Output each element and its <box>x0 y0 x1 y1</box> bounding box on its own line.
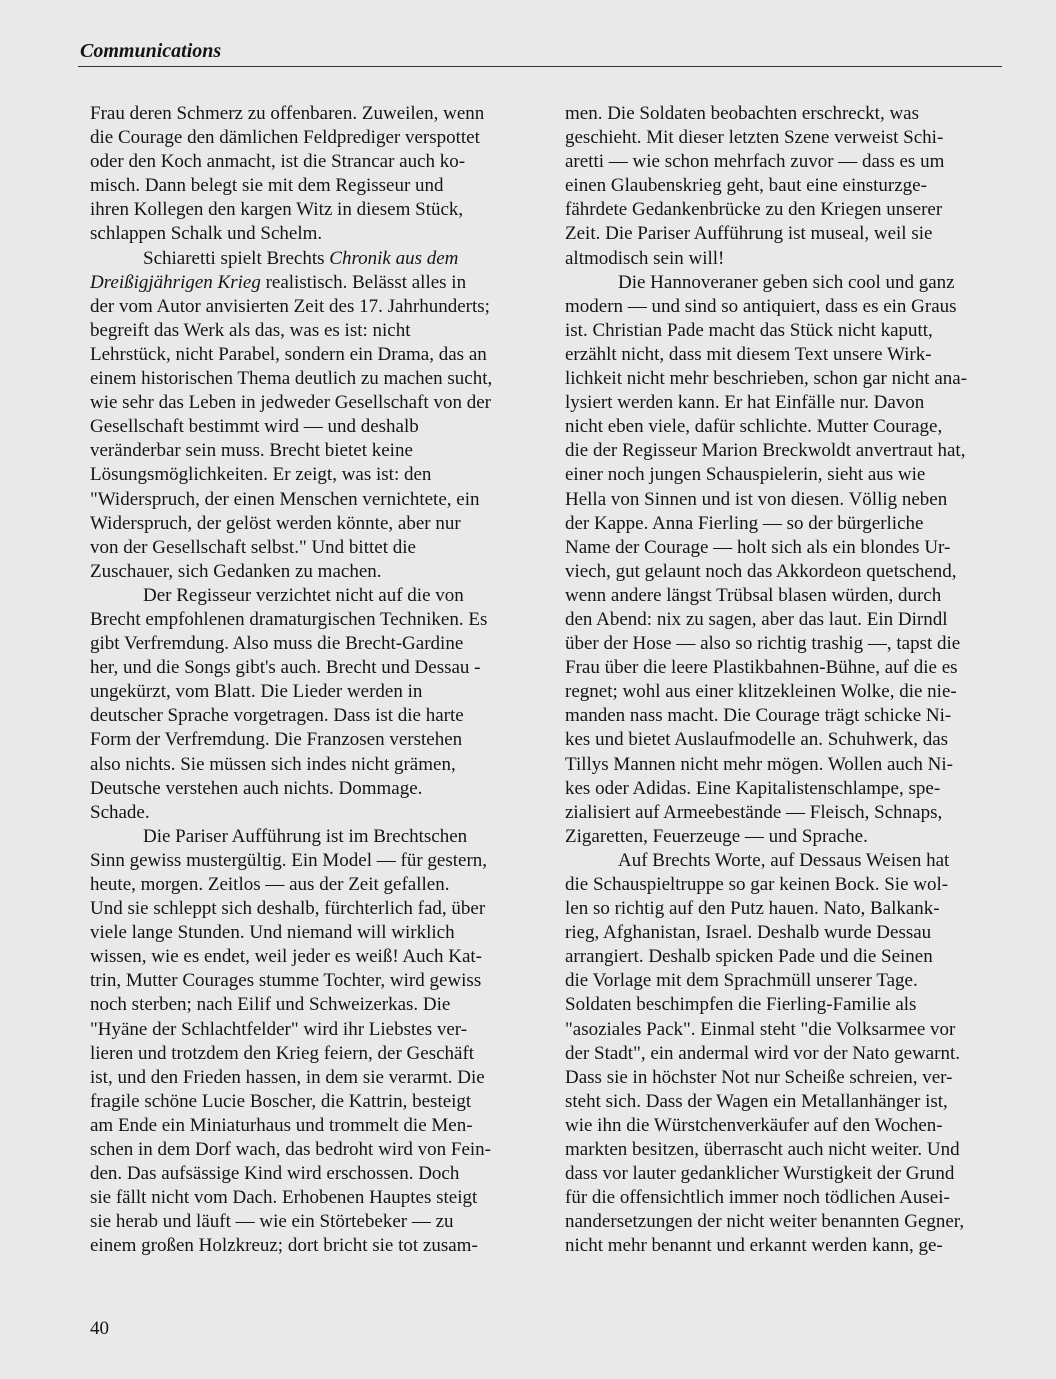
text-line: Gesellschaft bestimmt wird — und deshalb <box>90 416 419 438</box>
text-line: veränderbar sein muss. Brecht bietet keine <box>90 440 413 462</box>
page-number: 40 <box>90 1318 109 1339</box>
text-line: Dass sie in höchster Not nur Scheiße schreien, ver- <box>565 1066 953 1088</box>
text-line: Zuschauer, sich Gedanken zu machen. <box>90 560 382 582</box>
text-line: den Abend: nix zu sagen, aber das laut. Ein Dirndl <box>565 608 948 630</box>
text-line: Lehrstück, nicht Parabel, sondern ein Drama, das an <box>90 343 487 365</box>
text-line: wie sehr das Leben in jedweder Gesellschaft von der <box>90 392 491 414</box>
text-line: Schade. <box>90 801 150 823</box>
text-line: der Kappe. Anna Fierling — so der bürgerliche <box>565 512 924 534</box>
text-line: "asoziales Pack". Einmal steht "die Volksarmee vor <box>565 1018 956 1040</box>
text-line: lichkeit nicht mehr beschrieben, schon gar nicht ana- <box>565 368 968 390</box>
text-line: ihren Kollegen den kargen Witz in diesem Stück, <box>90 199 464 221</box>
text-line: wie ihn die Würstchenverkäufer auf den Wochen- <box>565 1114 943 1136</box>
text-line: "Hyäne der Schlachtfelder" wird ihr Liebstes ver- <box>90 1018 468 1040</box>
text-line: Frau deren Schmerz zu offenbaren. Zuweilen, wenn <box>90 103 485 124</box>
text-line: die Schauspieltruppe so gar keinen Bock. Sie wol- <box>565 874 949 895</box>
text-line: Zeit. Die Pariser Aufführung ist museal, weil sie <box>565 223 933 245</box>
text-line: schlappen Schalk und Schelm. <box>90 223 323 245</box>
text-line: nicht eben viele, dafür schlichte. Mutter Courage, <box>565 416 943 438</box>
text-line: Zigaretten, Feuerzeuge — und Sprache. <box>565 825 868 847</box>
text-line: wissen, wie es endet, weil jeder es weiß! Auch Kat- <box>90 946 483 968</box>
text-line: einer noch jungen Schauspielerin, sieht aus wie <box>565 464 926 486</box>
text-line: Und sie schleppt sich deshalb, fürchterlich fad, über <box>90 898 486 920</box>
text-line: steht sich. Dass der Wagen ein Metallanhänger ist, <box>565 1090 948 1112</box>
text-line: her, und die Songs gibt's auch. Brecht und Dessau - <box>90 657 481 679</box>
text-line: deutscher Sprache vorgetragen. Dass ist die harte <box>90 705 464 727</box>
text-line: heute, morgen. Zeitlos — aus der Zeit gefallen. <box>90 874 450 895</box>
text-line: wenn andere längst Trübsal blasen würden, durch <box>565 584 942 606</box>
text-line: oder den Koch anmacht, ist die Strancar auch ko- <box>90 151 466 173</box>
text-line: fährdete Gedankenbrücke zu den Kriegen unserer <box>565 199 943 221</box>
text-line: nandersetzungen der nicht weiter benannten Gegner, <box>565 1211 965 1233</box>
text-line: Lösungsmöglichkeiten. Er zeigt, was ist: den <box>90 464 432 486</box>
text-line: Tillys Mannen nicht mehr mögen. Wollen auch Ni- <box>565 753 953 775</box>
text-line: den. Das aufsässige Kind wird erschossen. Doch <box>90 1163 460 1185</box>
text-line: Hella von Sinnen und ist von diesen. Völlig neben <box>565 488 948 510</box>
italic-title: Dreißigjährigen Krieg <box>90 271 261 293</box>
text-line: die der Regisseur Marion Breckwoldt anvertraut hat, <box>565 440 966 462</box>
text-line: "Widerspruch, der einen Menschen vernichtete, ein <box>90 488 480 510</box>
text-line: sie herab und läuft — wie ein Störtebeker — zu <box>90 1211 454 1233</box>
text-line: Die Hannoveraner geben sich cool und ganz <box>618 271 955 293</box>
text-line: erzählt nicht, dass mit diesem Text unsere Wirk- <box>565 343 932 365</box>
text-line: kes und bietet Auslaufmodelle an. Schuhwerk, das <box>565 729 949 751</box>
text-line: Brecht empfohlenen dramaturgischen Techniken. Es <box>90 608 488 630</box>
text-line: Deutsche verstehen auch nichts. Dommage. <box>90 777 423 799</box>
text-line: fragile schöne Lucie Boscher, die Kattrin, besteigt <box>90 1090 472 1112</box>
italic-title: Chronik aus dem <box>329 247 459 269</box>
text-line: regnet; wohl aus einer klitzekleinen Wolke, die nie- <box>565 681 957 703</box>
text-line: Frau über die leere Plastikbahnen-Bühne, auf die es <box>565 657 958 679</box>
text-line: modern — und sind so antiquiert, dass es ein Graus <box>565 295 957 317</box>
text-line: gibt Verfremdung. Also muss die Brecht-Gardine <box>90 633 464 655</box>
header-rule <box>78 66 1002 67</box>
text-line: men. Die Soldaten beobachten erschreckt, was <box>565 103 920 124</box>
text-line: manden nass macht. Die Courage trägt schicke Ni- <box>565 705 952 727</box>
text-line: dass vor lauter gedanklicher Wurstigkeit der Grund <box>565 1163 955 1185</box>
text-line: über der Hose — also so richtig trashig —, tapst die <box>565 633 961 655</box>
text-line: der Stadt", ein andermal wird vor der Nato gewarnt. <box>565 1042 961 1064</box>
text-line: von der Gesellschaft selbst." Und bittet die <box>90 536 416 558</box>
text-line: ist, und den Frieden hassen, in dem sie verarmt. Die <box>90 1066 485 1088</box>
text-line: Widerspruch, der gelöst werden könnte, aber nur <box>90 512 461 534</box>
text-line: die Vorlage mit dem Sprachmüll unserer Tage. <box>565 970 918 992</box>
text-line: einem großen Holzkreuz; dort bricht sie tot zusam- <box>90 1235 478 1257</box>
text-line: misch. Dann belegt sie mit dem Regisseur und <box>90 175 444 197</box>
text-line: geschieht. Mit dieser letzten Szene verweist Schi- <box>565 127 944 149</box>
text-line: zialisiert auf Armeebestände — Fleisch, Schnaps, <box>565 801 943 823</box>
text-line: arrangiert. Deshalb spicken Pade und die Seinen <box>565 946 933 968</box>
text-line: markten besitzen, überrascht auch nicht weiter. Und <box>565 1139 960 1161</box>
text-line: noch sterben; nach Eilif und Schweizerkas. Die <box>90 994 451 1016</box>
text-line: altmodisch sein will! <box>565 247 725 269</box>
text-line: Auf Brechts Worte, auf Dessaus Weisen hat <box>618 849 950 871</box>
text-line: einem historischen Thema deutlich zu machen sucht, <box>90 368 493 390</box>
text-line: am Ende ein Miniaturhaus und trommelt die Men- <box>90 1114 473 1136</box>
text-line: ist. Christian Pade macht das Stück nicht kaputt, <box>565 319 933 341</box>
text-line: für die offensichtlich immer noch tödlichen Ausei- <box>565 1187 950 1209</box>
text-line: viele lange Stunden. Und niemand will wirklich <box>90 922 455 944</box>
text-line: aretti — wie schon mehrfach zuvor — dass es um <box>565 151 945 173</box>
text-line: Soldaten beschimpfen die Fierling-Familie als <box>565 994 917 1016</box>
text-line: schen in dem Dorf wach, das bedroht wird von Fein- <box>90 1139 492 1161</box>
text-line: Form der Verfremdung. Die Franzosen verstehen <box>90 729 463 751</box>
text-line: Schiaretti spielt Brechts Chronik aus dem <box>143 247 459 269</box>
text-line: Sinn gewiss mustergültig. Ein Model — für gestern, <box>90 849 488 871</box>
text-line: begreift das Werk als das, was es ist: nicht <box>90 319 411 341</box>
text-line: Der Regisseur verzichtet nicht auf die von <box>143 584 464 606</box>
text-line: Name der Courage — holt sich als ein blondes Ur- <box>565 536 951 558</box>
text-line: len so richtig auf den Putz hauen. Nato, Balkank- <box>565 898 940 920</box>
text-line: lysiert werden kann. Er hat Einfälle nur. Davon <box>565 392 925 414</box>
text-line: Die Pariser Aufführung ist im Brechtschen <box>143 825 468 847</box>
text-line: kes oder Adidas. Eine Kapitalistenschlampe, spe- <box>565 777 941 799</box>
text-line: einen Glaubenskrieg geht, baut eine einsturzge- <box>565 175 927 197</box>
left-column <box>90 102 540 1259</box>
text-line: die Courage den dämlichen Feldprediger verspottet <box>90 127 480 149</box>
text-line: der vom Autor anvisierten Zeit des 17. Jahrhunderts; <box>90 295 490 317</box>
text-line: viech, gut gelaunt noch das Akkordeon quetschend, <box>565 560 957 582</box>
right-column <box>565 102 1010 1259</box>
running-head: Communications <box>80 40 222 62</box>
text-line: also nichts. Sie müssen sich indes nicht grämen, <box>90 753 456 775</box>
text-line: lieren und trotzdem den Krieg feiern, der Geschäft <box>90 1042 475 1064</box>
text-line: sie fällt nicht vom Dach. Erhobenen Hauptes steigt <box>90 1187 478 1209</box>
text-line: Dreißigjährigen Krieg realistisch. Belässt alles in <box>90 271 467 293</box>
text-line: ungekürzt, vom Blatt. Die Lieder werden in <box>90 681 423 703</box>
text-line: rieg, Afghanistan, Israel. Deshalb wurde Dessau <box>565 922 932 944</box>
text-line: nicht mehr benannt und erkannt werden kann, ge- <box>565 1235 943 1257</box>
text-line: trin, Mutter Courages stumme Tochter, wird gewiss <box>90 970 482 992</box>
